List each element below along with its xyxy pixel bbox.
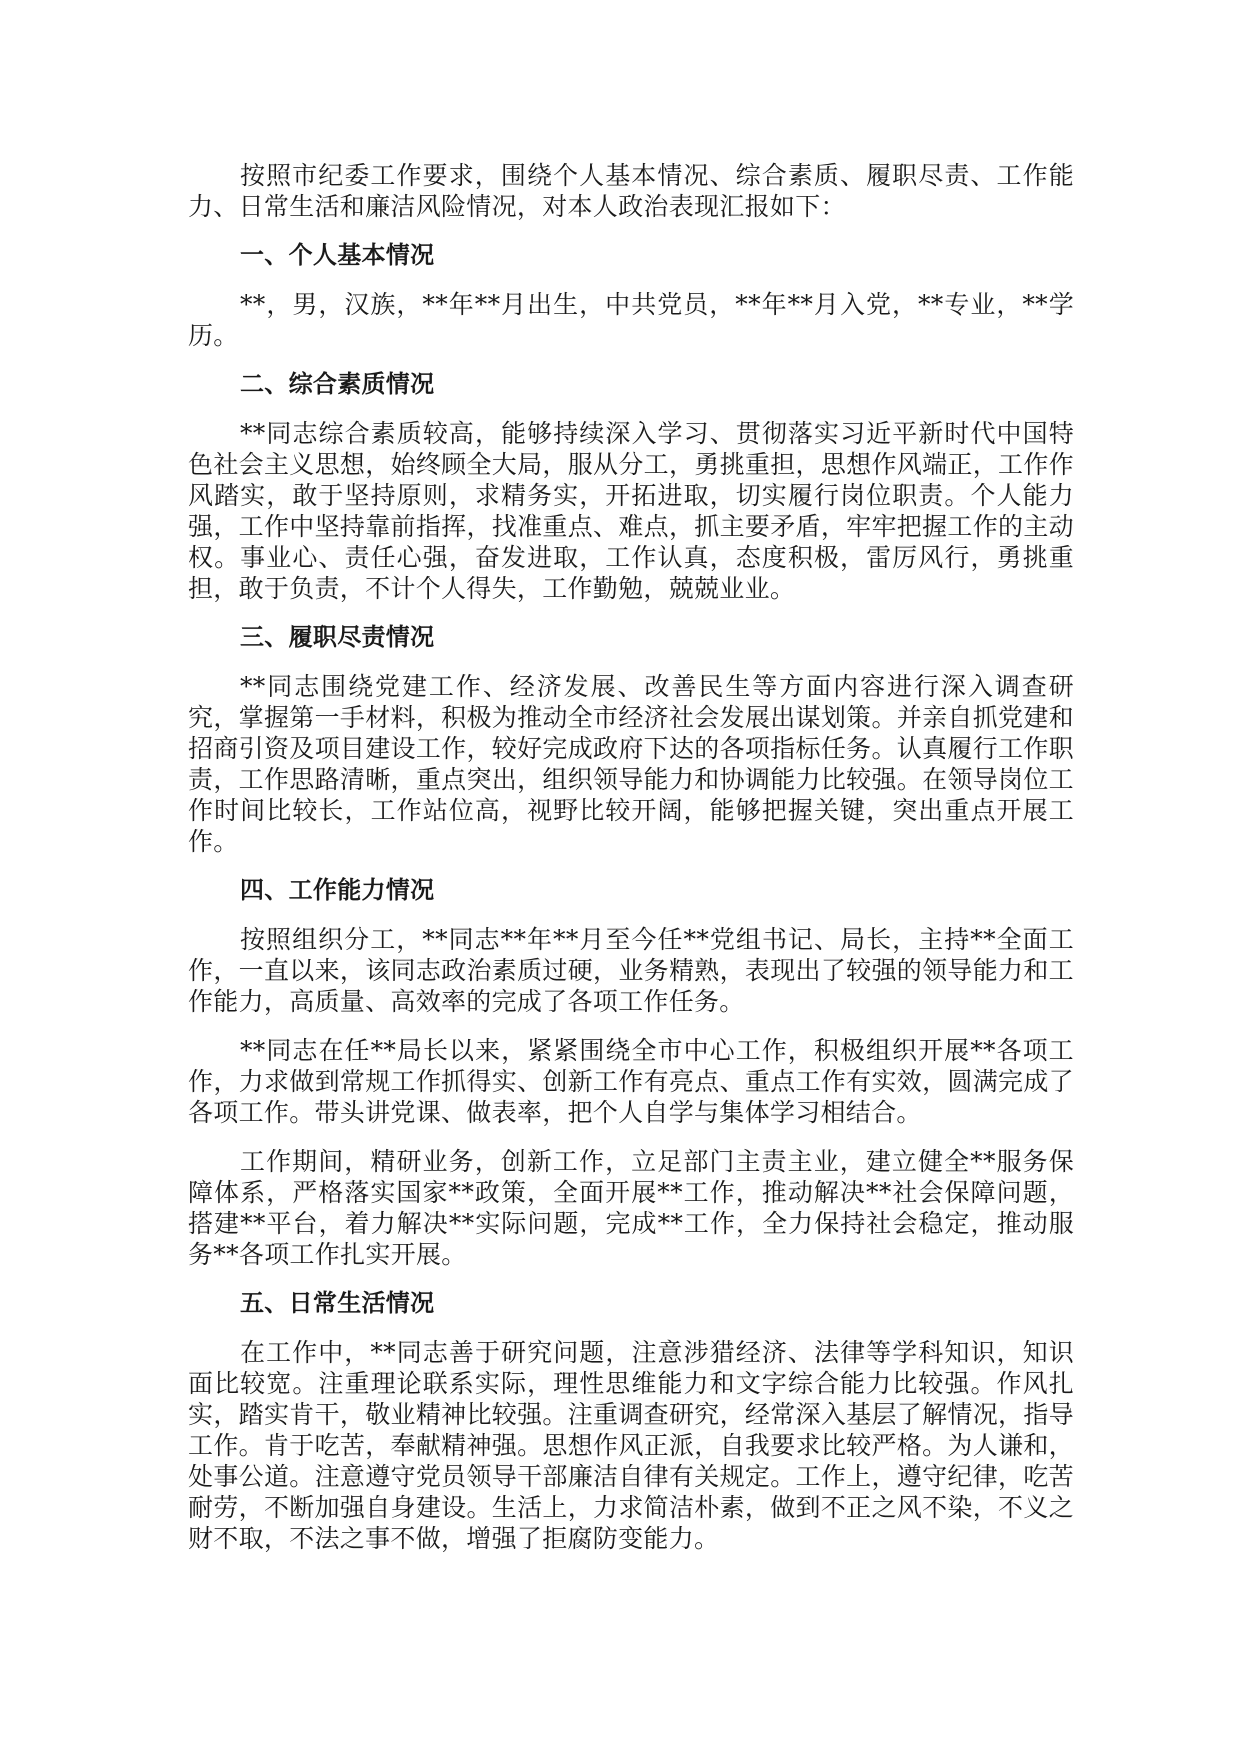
section-paragraph: **，男，汉族，**年**月出生，中共党员，**年**月入党，**专业，**学历。 (188, 290, 1074, 350)
section-heading-basic-info: 一、个人基本情况 (240, 241, 435, 269)
section-paragraph: **同志在任**局长以来，紧紧围绕全市中心工作，积极组织开展**各项工作，力求做到常规工作抓得实、创新工作有亮点、重点工作有实效，圆满完成了各项工作。带头讲党课、做表率，把个人自学与集体学习相结合。 (188, 1036, 1074, 1127)
section-paragraph: **同志综合素质较高，能够持续深入学习、贯彻落实习近平新时代中国特色社会主义思想，始终顾全大局，服从分工，勇挑重担，思想作风端正，工作作风踏实，敢于坚持原则，求精务实，开拓进取，切实履行岗位职责。个人能力强，工作中坚持靠前指挥，找准重点、难点，抓主要矛盾，牢牢把握工作的主动权。事业心、责任心强，奋发进取，工作认真，态度积极，雷厉风行，勇挑重担，敢于负责，不计个人得失，工作勤勉，兢兢业业。 (188, 419, 1074, 603)
document-page (188, 160, 1074, 1572)
section-paragraph: **同志围绕党建工作、经济发展、改善民生等方面内容进行深入调查研究，掌握第一手材料，积极为推动全市经济社会发展出谋划策。并亲自抓党建和招商引资及项目建设工作，较好完成政府下达的各项指标任务。认真履行工作职责，工作思路清晰，重点突出，组织领导能力和协调能力比较强。在领导岗位工作时间比较长，工作站位高，视野比较开阔，能够把握关键，突出重点开展工作。 (188, 672, 1074, 856)
section-heading-work-ability: 四、工作能力情况 (240, 876, 435, 904)
section-paragraph: 在工作中，**同志善于研究问题，注意涉猎经济、法律等学科知识，知识面比较宽。注重理论联系实际，理性思维能力和文字综合能力比较强。作风扎实，踏实肯干，敬业精神比较强。注重调查研究，经常深入基层了解情况，指导工作。肯于吃苦，奉献精神强。思想作风正派，自我要求比较严格。为人谦和，处事公道。注意遵守党员领导干部廉洁自律有关规定。工作上，遵守纪律，吃苦耐劳，不断加强自身建设。生活上，力求简洁朴素，做到不正之风不染，不义之财不取，不法之事不做，增强了拒腐防变能力。 (188, 1338, 1074, 1553)
section-heading-duty-performance: 三、履职尽责情况 (240, 623, 435, 651)
section-paragraph: 工作期间，精研业务，创新工作，立足部门主责主业，建立健全**服务保障体系，严格落实国家**政策，全面开展**工作，推动解决**社会保障问题，搭建**平台，着力解决**实际问题，完成**工作，全力保持社会稳定，推动服务**各项工作扎实开展。 (188, 1147, 1074, 1269)
intro-paragraph: 按照市纪委工作要求，围绕个人基本情况、综合素质、履职尽责、工作能力、日常生活和廉洁风险情况，对本人政治表现汇报如下： (188, 161, 1074, 221)
section-heading-overall-quality: 二、综合素质情况 (240, 370, 435, 398)
section-heading-daily-life: 五、日常生活情况 (240, 1289, 435, 1317)
section-paragraph: 按照组织分工，**同志**年**月至今任**党组书记、局长，主持**全面工作，一直以来，该同志政治素质过硬，业务精熟，表现出了较强的领导能力和工作能力，高质量、高效率的完成了各项工作任务。 (188, 925, 1074, 1016)
